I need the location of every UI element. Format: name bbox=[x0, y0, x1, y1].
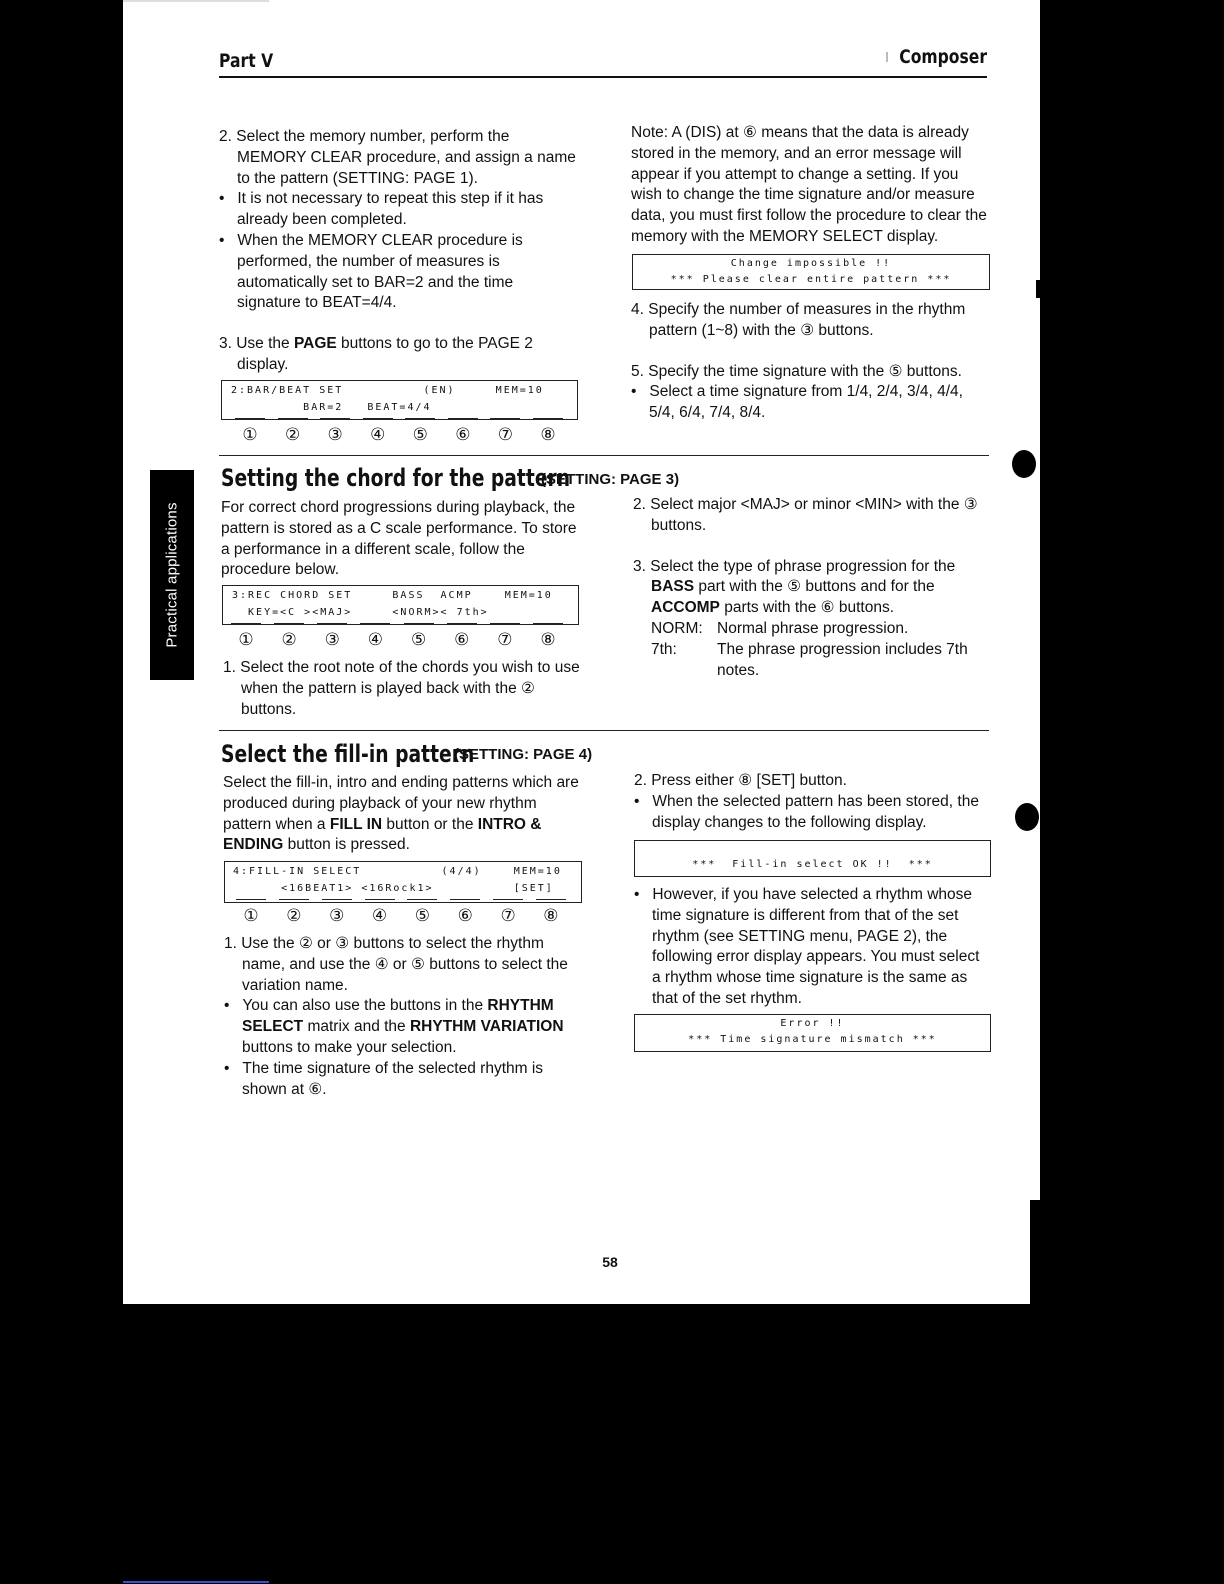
button-number: ⑥ bbox=[451, 630, 473, 650]
button-number: ④ bbox=[364, 630, 386, 650]
lcd-line: Change impossible !! bbox=[730, 258, 892, 269]
section2-col2-a bbox=[634, 771, 992, 833]
step-3 bbox=[219, 334, 579, 376]
button-number: ③ bbox=[321, 630, 343, 650]
lcd-line: *** Time signature mismatch *** bbox=[688, 1034, 937, 1045]
button-row bbox=[235, 630, 559, 650]
button-number: ① bbox=[235, 630, 257, 650]
note-text: Note: A (DIS) at ⑥ means that the data is already stored in the memory, and an error message will appear if you attempt to change a setting. If you wish to change the time signature and/or measure data, you must first follow the procedure to clear the memory with the MEMORY SELECT display. bbox=[631, 124, 987, 245]
lcd-display-page2 bbox=[221, 380, 578, 420]
button-number: ⑦ bbox=[497, 906, 519, 926]
bottom-edge-strip bbox=[123, 1581, 269, 1583]
button-number: ④ bbox=[369, 906, 391, 926]
def-seventh bbox=[633, 640, 991, 682]
step-5: 5. Specify the time signature with the ⑤ buttons. bbox=[631, 362, 962, 380]
section1-col2 bbox=[633, 495, 991, 681]
section-title: Setting the chord for the pattern bbox=[221, 464, 571, 492]
bold-text: ACCOMP bbox=[651, 599, 720, 617]
def-text: Normal phrase progression. bbox=[717, 619, 909, 637]
bullet-text: The time signature of the selected rhythm is shown at ⑥. bbox=[242, 1059, 544, 1098]
section-rule bbox=[219, 730, 989, 731]
binding-hole bbox=[1015, 803, 1039, 831]
button-number: ⑧ bbox=[537, 425, 559, 445]
bullet-item: • It is not necessary to repeat this step if it has already been completed. bbox=[219, 190, 544, 229]
step-2: 2. Select the memory number, perform the MEMORY CLEAR procedure, and assign a name to the pattern (SETTING: PAGE 1). bbox=[219, 128, 576, 187]
button-number: ② bbox=[283, 906, 305, 926]
step-1: 1. Select the root note of the chords you wish to use when the pattern is played back with the ② buttons. bbox=[223, 659, 580, 718]
bold-text: INTRO & ENDING bbox=[223, 815, 542, 854]
lcd-line: 4:FILL-IN SELECT (4/4) MEM=10 bbox=[233, 866, 562, 877]
intro-text bbox=[223, 773, 581, 856]
lcd-display-error-change bbox=[632, 254, 990, 290]
col1-top bbox=[219, 127, 579, 376]
section2-intro bbox=[223, 773, 581, 856]
text: 3. Use the bbox=[219, 335, 294, 353]
text: parts with the ⑥ buttons. bbox=[719, 599, 895, 617]
bullet-item: • Select a time signature from 1/4, 2/4, 3/4, 4/4, 5/4, 6/4, 7/4, 8/4. bbox=[631, 383, 963, 422]
button-number: ② bbox=[278, 630, 300, 650]
section-title: Select the fill-in pattern bbox=[221, 740, 475, 768]
button-number: ⑤ bbox=[409, 425, 431, 445]
bold-text: BASS bbox=[651, 578, 695, 596]
lcd-line: *** Fill-in select OK !! *** bbox=[692, 859, 933, 870]
bullet-item: • However, if you have selected a rhythm whose time signature is different from that of the set rhythm (see SETTING menu, PAGE 2), the following error display appears. You must select a rhythm whose time signature is the same as that of the set rhythm. bbox=[634, 886, 980, 1007]
step-3 bbox=[633, 557, 991, 619]
header-chapter: Composer bbox=[899, 46, 987, 68]
section1-intro bbox=[221, 498, 581, 581]
lcd-line: KEY=<C ><MAJ> <NORM>< 7th> bbox=[232, 607, 489, 618]
button-number: ⑤ bbox=[408, 630, 430, 650]
button-number: ④ bbox=[367, 425, 389, 445]
lcd-line: BAR=2 BEAT=4/4 bbox=[231, 402, 432, 413]
bullet-item: • You can also use the buttons in the RHYTHM SELECT matrix and the RHYTHM VARIATION buttons to make your selection. bbox=[224, 997, 564, 1056]
lcd-display-error-mismatch bbox=[634, 1014, 991, 1052]
lcd-display-page4 bbox=[224, 861, 582, 903]
header-rule bbox=[219, 76, 987, 78]
def-norm bbox=[633, 619, 991, 640]
bullet-text: Select a time signature from 1/4, 2/4, 3/4, 4/4, 5/4, 6/4, 7/4, 8/4. bbox=[649, 383, 963, 422]
intro-text: For correct chord progressions during playback, the pattern is stored as a C scale performance. To store a performance in a different scale, follow the procedure below. bbox=[221, 499, 577, 579]
section-subtitle: (SETTING: PAGE 4) bbox=[454, 746, 593, 763]
text: buttons to make your selection. bbox=[242, 1038, 457, 1056]
lcd-line: <16BEAT1> <16Rock1> [SET] bbox=[233, 883, 554, 894]
lcd-line: 3:REC CHORD SET BASS ACMP MEM=10 bbox=[232, 590, 553, 601]
section-sub bbox=[541, 471, 679, 489]
section2-col2-b bbox=[634, 885, 992, 1010]
bullet-text: It is not necessary to repeat this step if it has already been completed. bbox=[237, 190, 544, 229]
button-number: ⑧ bbox=[540, 906, 562, 926]
binding-hole bbox=[1012, 450, 1036, 478]
button-number: ① bbox=[239, 425, 261, 445]
button-number: ③ bbox=[326, 906, 348, 926]
text: You can also use the buttons in the bbox=[242, 997, 488, 1015]
header-part: Part V bbox=[219, 50, 274, 72]
button-number: ① bbox=[240, 906, 262, 926]
step-4: 4. Specify the number of measures in the rhythm pattern (1~8) with the ③ buttons. bbox=[631, 301, 966, 339]
lcd-line: Error !! bbox=[780, 1018, 845, 1029]
button-number: ⑧ bbox=[537, 630, 559, 650]
button-number: ⑦ bbox=[494, 425, 516, 445]
text: 3. Select the type of phrase progression for the bbox=[633, 557, 956, 575]
section-subtitle: (SETTING: PAGE 3) bbox=[541, 471, 680, 488]
step-2: 2. Select major <MAJ> or minor <MIN> with the ③ buttons. bbox=[633, 496, 978, 534]
section-sub bbox=[454, 746, 592, 764]
text: Select the fill-in, intro and ending patterns which are produced during playback of your new rhythm pattern when a bbox=[223, 774, 579, 833]
button-row bbox=[240, 906, 562, 926]
bullet-text: When the MEMORY CLEAR procedure is performed, the number of measures is automatically set to BAR=2 and the time signature to BEAT=4/4. bbox=[237, 231, 523, 312]
bullet-item: • When the MEMORY CLEAR procedure is performed, the number of measures is automatically set to BAR=2 and the time signature to BEAT=4/4. bbox=[219, 231, 523, 312]
button-number: ③ bbox=[324, 425, 346, 445]
section-rule bbox=[219, 455, 989, 456]
lcd-display-page3 bbox=[222, 585, 579, 625]
side-tab-label: Practical applications bbox=[163, 502, 181, 648]
text: part with the ⑤ buttons and for the bbox=[694, 578, 935, 596]
page-number: 58 bbox=[602, 1254, 618, 1270]
button-number: ⑥ bbox=[452, 425, 474, 445]
bold-text: RHYTHM VARIATION bbox=[409, 1018, 564, 1036]
side-tab bbox=[150, 470, 194, 680]
step-1: 1. Use the ② or ③ buttons to select the rhythm name, and use the ④ or ⑤ buttons to select the variation name. bbox=[224, 935, 568, 994]
bold-text: RHYTHM SELECT bbox=[242, 997, 554, 1036]
lcd-line: 2:BAR/BEAT SET (EN) MEM=10 bbox=[231, 385, 544, 396]
bullet-item: • The time signature of the selected rhythm is shown at ⑥. bbox=[224, 1059, 544, 1098]
text: buttons to go to the PAGE 2 display. bbox=[237, 335, 533, 373]
def-label: 7th: bbox=[651, 640, 677, 658]
text: button or the bbox=[382, 815, 478, 833]
lcd-line: *** Please clear entire pattern *** bbox=[670, 274, 952, 285]
bullet-text: However, if you have selected a rhythm whose time signature is different from that of the set rhythm (see SETTING menu, PAGE 2), the following error display appears. You must select a rhythm whose time signature is the same as that of the set rhythm. bbox=[652, 886, 980, 1007]
bullet-item: • When the selected pattern has been stored, the display changes to the following display. bbox=[634, 792, 979, 831]
button-number: ⑤ bbox=[411, 906, 433, 926]
lcd-display-fillin-ok bbox=[634, 840, 991, 877]
bold-text: FILL IN bbox=[329, 815, 383, 833]
text: matrix and the bbox=[303, 1018, 410, 1036]
top-edge-strip bbox=[123, 0, 269, 2]
button-row bbox=[239, 425, 559, 445]
section2-col1-steps bbox=[224, 934, 582, 1100]
def-text: The phrase progression includes 7th notes. bbox=[717, 640, 968, 679]
scan-mark bbox=[1036, 280, 1040, 298]
col2-steps bbox=[631, 300, 991, 424]
bullet-text: When the selected pattern has been stored, the display changes to the following display. bbox=[652, 792, 979, 831]
button-number: ② bbox=[282, 425, 304, 445]
col2-note bbox=[631, 123, 991, 248]
button-number: ⑥ bbox=[454, 906, 476, 926]
def-label: NORM: bbox=[651, 619, 703, 637]
step-2: 2. Press either ⑧ [SET] button. bbox=[634, 772, 847, 789]
section1-step1 bbox=[223, 658, 581, 720]
scan-mark bbox=[886, 52, 888, 62]
scan-edge bbox=[1030, 1200, 1040, 1304]
text: button is pressed. bbox=[283, 836, 410, 854]
bold-text: PAGE bbox=[293, 335, 337, 353]
button-number: ⑦ bbox=[494, 630, 516, 650]
